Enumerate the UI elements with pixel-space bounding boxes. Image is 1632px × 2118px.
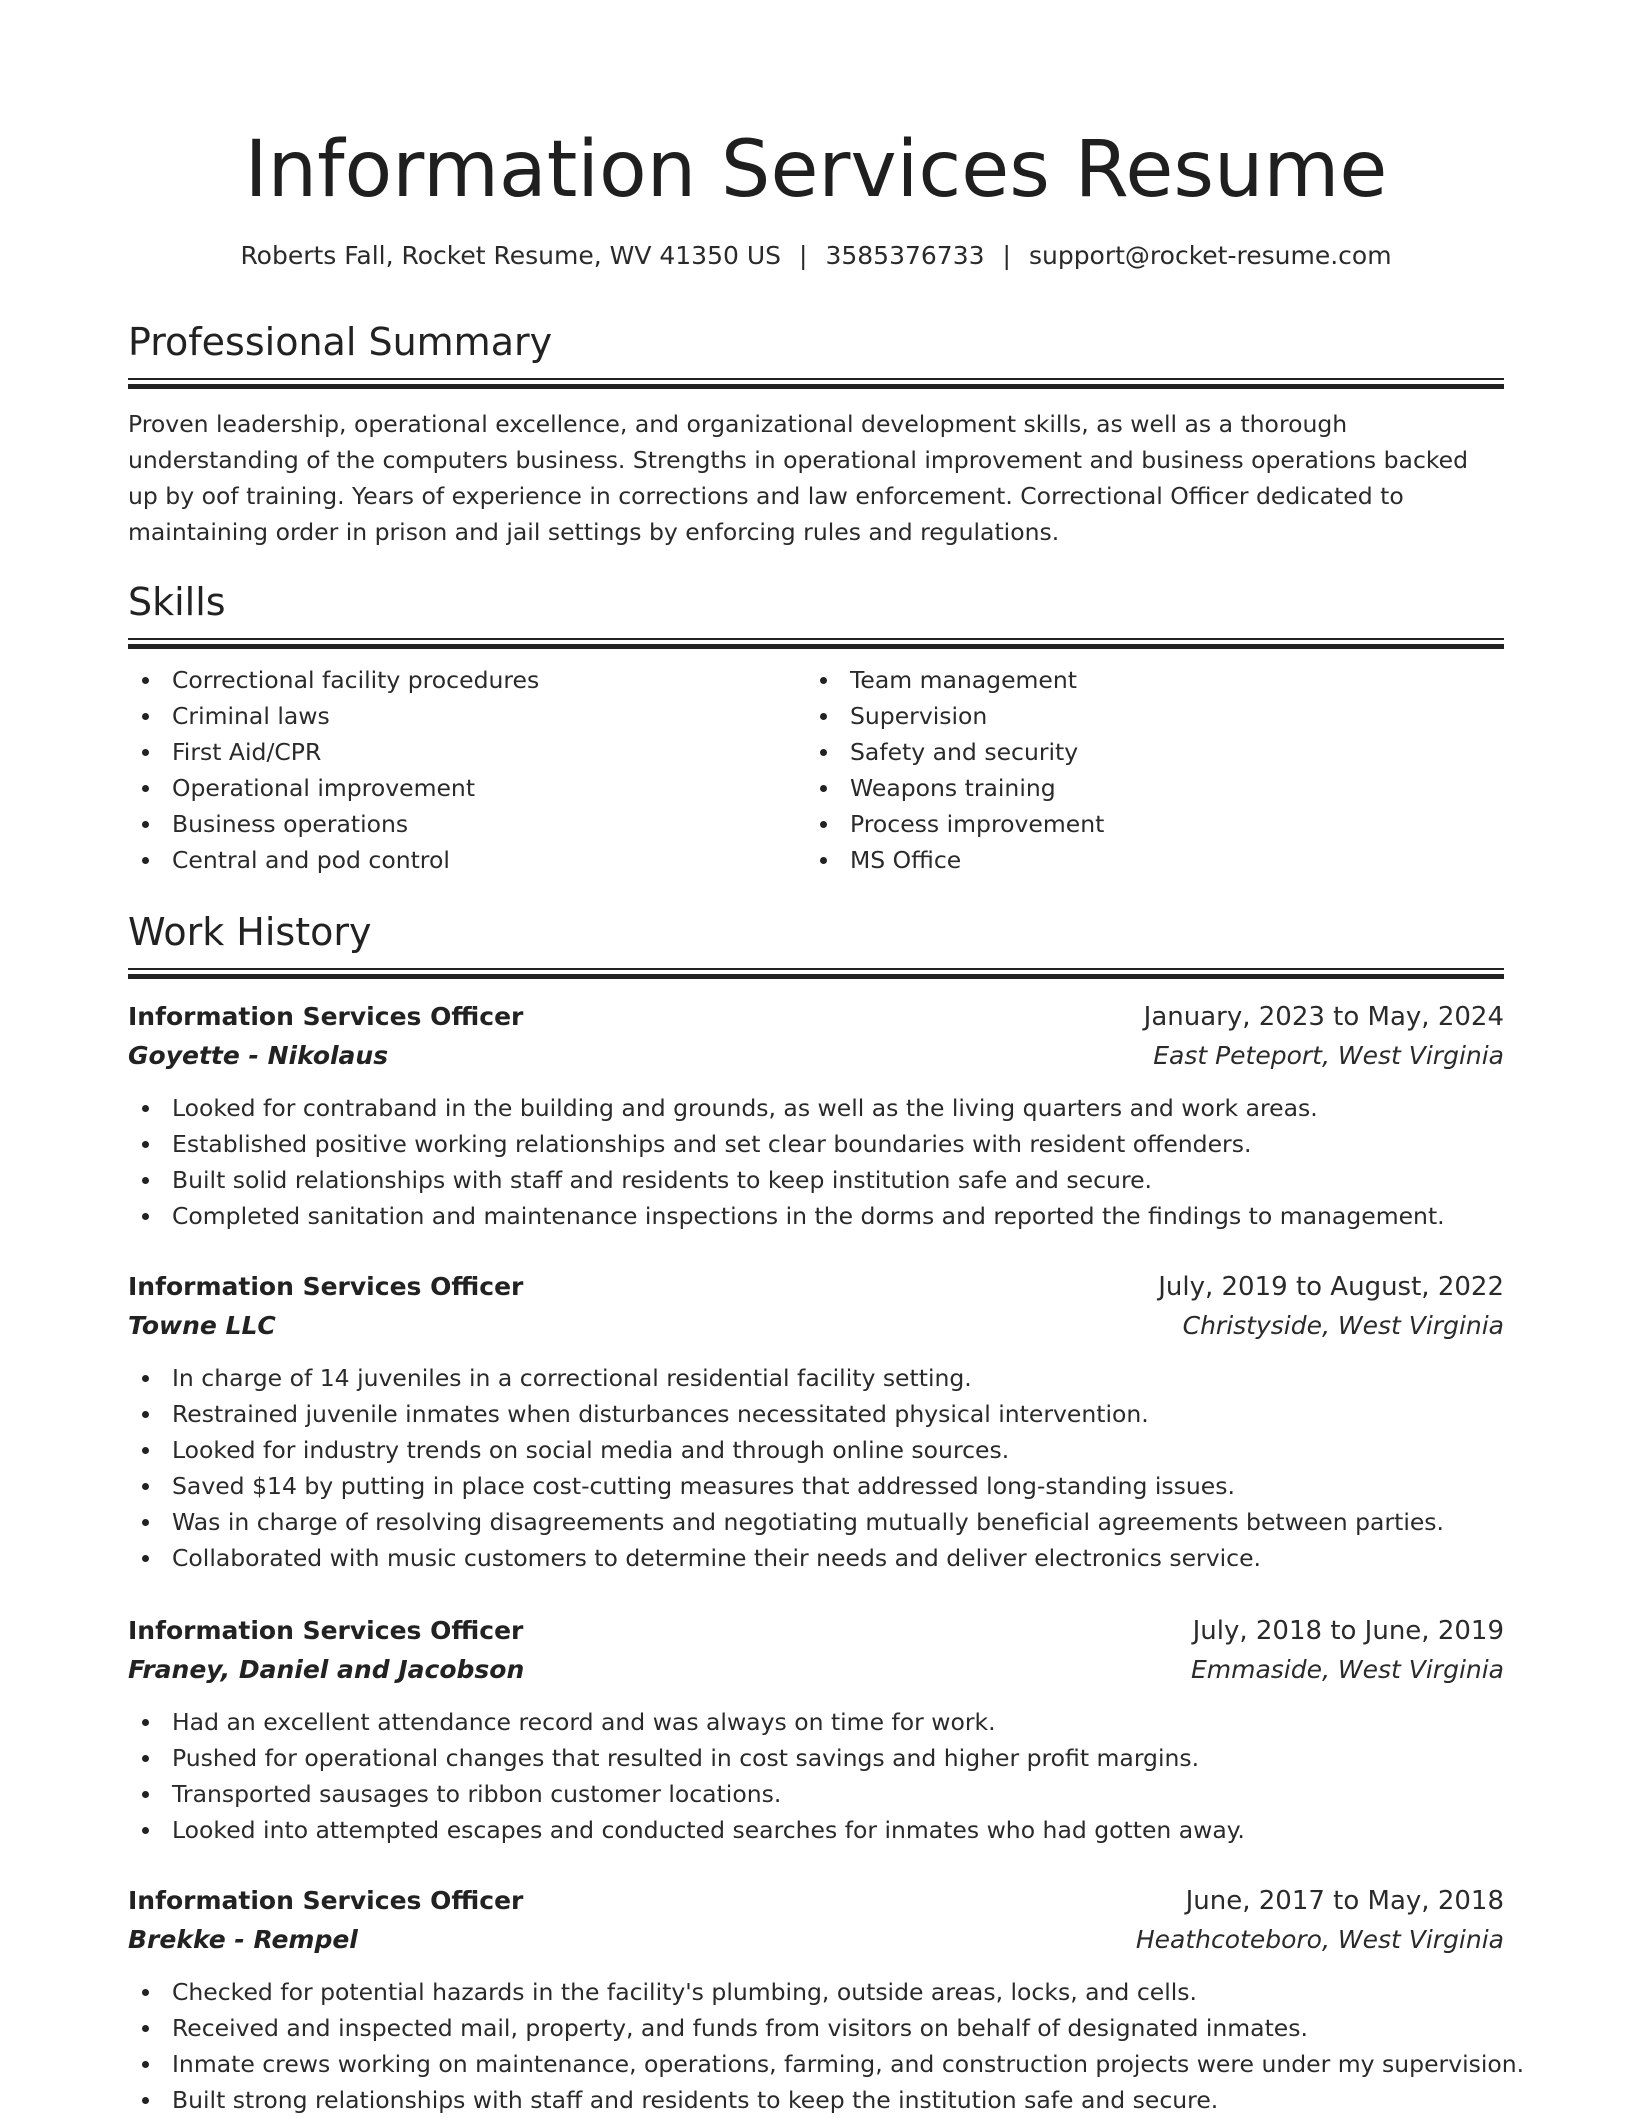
- job-location: Emmaside, West Virginia: [1190, 1655, 1504, 1684]
- job-company: Towne LLC: [128, 1311, 276, 1340]
- contact-phone: 3585376733: [825, 241, 985, 270]
- contact-separator: |: [1002, 241, 1011, 270]
- job-bullet: Saved $14 by putting in place cost-cutting measures that addressed long-standing issues.: [128, 1468, 1504, 1504]
- contact-separator: |: [799, 241, 808, 270]
- job-bullet: Established positive working relationships and set clear boundaries with resident offenders.: [128, 1126, 1504, 1162]
- job-bullet: Received and inspected mail, property, and funds from visitors on behalf of designated inmates.: [128, 2010, 1504, 2046]
- job-bullet: Looked for industry trends on social media and through online sources.: [128, 1432, 1504, 1468]
- contact-address: Roberts Fall, Rocket Resume, WV 41350 US: [240, 241, 782, 270]
- job-title: Information Services Officer: [128, 1616, 524, 1645]
- job-bullet: Looked into attempted escapes and conducted searches for inmates who had gotten away.: [128, 1812, 1504, 1848]
- job-bullet: Transported sausages to ribbon customer locations.: [128, 1776, 1504, 1812]
- job-bullet: Inmate crews working on maintenance, operations, farming, and construction projects were under my supervision.: [128, 2046, 1504, 2082]
- section-divider: [128, 638, 1504, 648]
- job-bullet: Built solid relationships with staff and residents to keep institution safe and secure.: [128, 1162, 1504, 1198]
- job-location: East Peteport, West Virginia: [1153, 1041, 1504, 1070]
- skill-item: Process improvement: [806, 806, 1484, 842]
- skill-item: Business operations: [128, 806, 806, 842]
- skill-item: Central and pod control: [128, 842, 806, 878]
- contact-line: [128, 238, 1504, 274]
- job-bullet: Built strong relationships with staff and residents to keep the institution safe and secure.: [128, 2082, 1504, 2118]
- job-entry: [128, 1882, 1525, 2118]
- job-bullet: Collaborated with music customers to determine their needs and deliver electronics service.: [128, 1540, 1504, 1576]
- job-entry: [128, 1268, 1504, 1576]
- skills-columns: [128, 662, 1504, 878]
- job-bullet: Looked for contraband in the building and grounds, as well as the living quarters and work areas.: [128, 1090, 1504, 1126]
- job-title: Information Services Officer: [128, 1002, 524, 1031]
- job-bullet: Pushed for operational changes that resulted in cost savings and higher profit margins.: [128, 1740, 1504, 1776]
- job-company: Goyette - Nikolaus: [128, 1041, 389, 1070]
- job-bullets: [128, 1704, 1504, 1848]
- job-company: Franey, Daniel and Jacobson: [128, 1655, 525, 1684]
- job-bullet: Had an excellent attendance record and was always on time for work.: [128, 1704, 1504, 1740]
- job-bullet: Completed sanitation and maintenance inspections in the dorms and reported the findings to management.: [128, 1198, 1504, 1234]
- job-bullet: Restrained juvenile inmates when disturbances necessitated physical intervention.: [128, 1396, 1504, 1432]
- job-bullets: [128, 1974, 1525, 2118]
- work-section: [128, 908, 1504, 978]
- skills-heading: Skills: [128, 580, 226, 624]
- job-bullets: [128, 1090, 1504, 1234]
- job-dates: January, 2023 to May, 2024: [1143, 1002, 1504, 1032]
- section-divider: [128, 378, 1504, 388]
- job-title: Information Services Officer: [128, 1272, 524, 1301]
- job-entry: [128, 1612, 1504, 1848]
- skill-item: Operational improvement: [128, 770, 806, 806]
- job-dates: July, 2019 to August, 2022: [1158, 1272, 1504, 1302]
- job-bullet: Checked for potential hazards in the facility's plumbing, outside areas, locks, and cells.: [128, 1974, 1504, 2010]
- job-location: Christyside, West Virginia: [1182, 1311, 1504, 1340]
- job-dates: June, 2017 to May, 2018: [1185, 1886, 1504, 1916]
- skill-item: Criminal laws: [128, 698, 806, 734]
- job-bullet: In charge of 14 juveniles in a correctional residential facility setting.: [128, 1360, 1504, 1396]
- job-location: Heathcoteboro, West Virginia: [1135, 1925, 1504, 1954]
- skill-item: Safety and security: [806, 734, 1484, 770]
- job-entry: [128, 998, 1504, 1234]
- skills-list-right: [806, 662, 1484, 878]
- work-heading: Work History: [128, 910, 372, 954]
- resume-title: Information Services Resume: [244, 125, 1388, 215]
- skills-list-left: [128, 662, 806, 878]
- job-bullet: Was in charge of resolving disagreements and negotiating mutually beneficial agreements between parties.: [128, 1504, 1504, 1540]
- contact-email: support@rocket-resume.com: [1028, 241, 1392, 270]
- summary-heading: Professional Summary: [128, 320, 553, 364]
- job-bullets: [128, 1360, 1504, 1576]
- skill-item: Weapons training: [806, 770, 1484, 806]
- job-company: Brekke - Rempel: [128, 1925, 358, 1954]
- skills-section: [128, 578, 1504, 878]
- summary-text: Proven leadership, operational excellence, and organizational development skills, as well as a thorough understanding of the computers business. Strengths in operational improvement and business operations backed up by oof training. Years of experience in corrections and law enforcement. Correctional Officer dedicated to maintaining order in prison and jail settings by enforcing rules and regulations.: [128, 410, 1469, 546]
- skill-item: MS Office: [806, 842, 1484, 878]
- job-dates: July, 2018 to June, 2019: [1192, 1616, 1504, 1646]
- job-title: Information Services Officer: [128, 1886, 524, 1915]
- summary-section: [128, 318, 1504, 550]
- skill-item: Team management: [806, 662, 1484, 698]
- skill-item: First Aid/CPR: [128, 734, 806, 770]
- skill-item: Supervision: [806, 698, 1484, 734]
- section-divider: [128, 968, 1504, 978]
- skill-item: Correctional facility procedures: [128, 662, 806, 698]
